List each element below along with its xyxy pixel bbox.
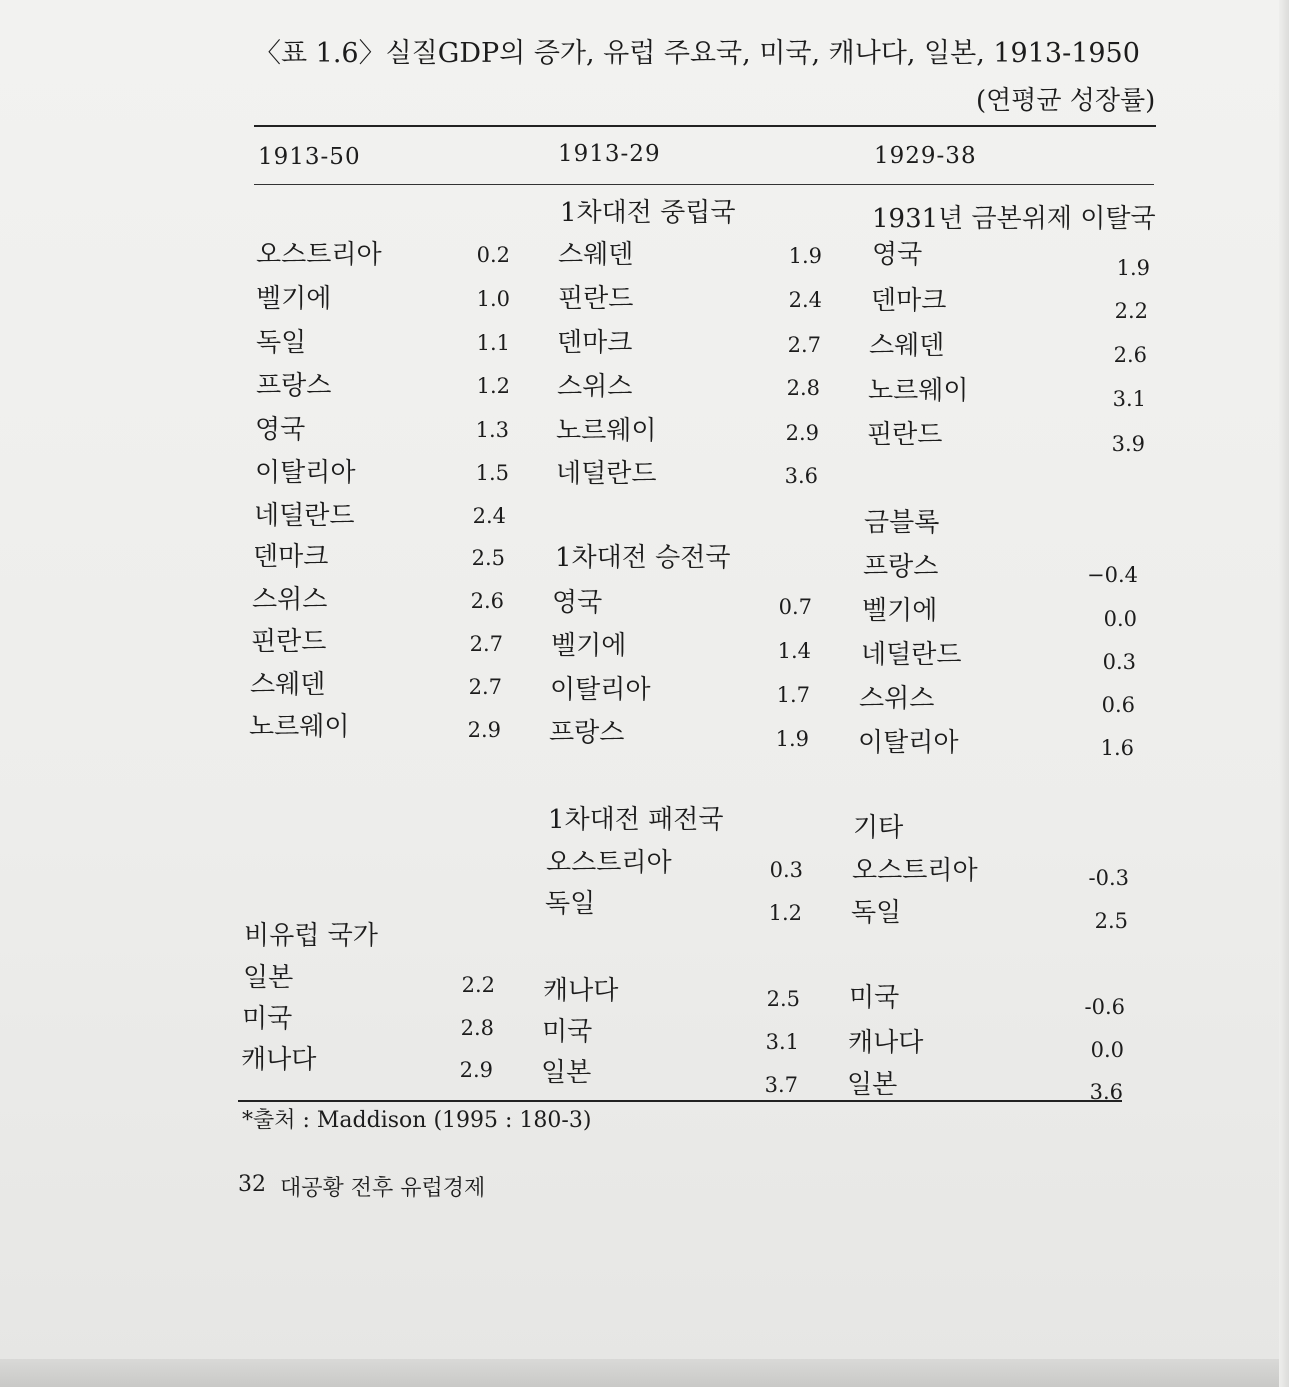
col2-name: 미국 bbox=[542, 1017, 593, 1047]
col2-name: 이탈리아 bbox=[550, 675, 651, 705]
col3-name: 일본 bbox=[847, 1070, 898, 1100]
col1-value: 2.5 bbox=[471, 546, 505, 570]
col3-name: 노르웨이 bbox=[868, 376, 969, 406]
table-title: 〈표 1.6〉실질GDP의 증가, 유럽 주요국, 미국, 캐나다, 일본, 1913-1950 bbox=[254, 38, 1140, 69]
col3-name: 프랑스 bbox=[863, 552, 939, 582]
col2-group-title: 1차대전 패전국 bbox=[548, 805, 724, 835]
col1-name: 핀란드 bbox=[251, 627, 327, 657]
col2-name: 영국 bbox=[552, 588, 603, 618]
col1-value: 2.4 bbox=[472, 504, 506, 528]
page-number: 32 bbox=[238, 1172, 266, 1197]
col3-value: 1.9 bbox=[1116, 256, 1150, 280]
col2-group-title: 1차대전 중립국 bbox=[560, 198, 736, 228]
col2-name: 네덜란드 bbox=[556, 459, 657, 489]
col2-name: 덴마크 bbox=[557, 328, 633, 358]
col3-name: 덴마크 bbox=[871, 286, 947, 316]
col2-value: 3.1 bbox=[765, 1030, 799, 1054]
col2-value: 1.7 bbox=[776, 683, 810, 707]
col3-group-title: 1931년 금본위제 이탈국 bbox=[872, 204, 1156, 234]
col2-name: 일본 bbox=[541, 1058, 592, 1088]
col3-name: 영국 bbox=[872, 240, 923, 270]
col1-value: 2.2 bbox=[461, 973, 495, 997]
col2-value: 0.7 bbox=[778, 595, 812, 619]
col2-value: 1.9 bbox=[775, 727, 809, 751]
col3-value: −0.4 bbox=[1087, 563, 1138, 587]
col1-value: 1.0 bbox=[476, 287, 510, 311]
col2-name: 독일 bbox=[545, 889, 596, 919]
col1-name: 벨기에 bbox=[256, 284, 332, 314]
col1-name: 이탈리아 bbox=[255, 458, 356, 488]
bottom-rule bbox=[238, 1100, 1122, 1102]
col1-name: 오스트리아 bbox=[256, 240, 382, 270]
page-side-edge bbox=[1279, 0, 1289, 1387]
col2-name: 오스트리아 bbox=[546, 848, 672, 878]
col2-value: 1.4 bbox=[777, 639, 811, 663]
col3-value: 0.0 bbox=[1103, 607, 1137, 631]
col1-name: 캐나다 bbox=[241, 1045, 317, 1075]
col1-name: 미국 bbox=[242, 1004, 293, 1034]
col1-value: 2.7 bbox=[469, 632, 503, 656]
col1-value: 2.6 bbox=[470, 589, 504, 613]
col1-value: 2.9 bbox=[467, 718, 501, 742]
col1-value: 1.1 bbox=[476, 331, 510, 355]
col2-name: 스위스 bbox=[557, 372, 633, 402]
col3-value: 3.1 bbox=[1112, 387, 1146, 411]
col2-value: 2.9 bbox=[785, 421, 819, 445]
col1-name: 스웨덴 bbox=[250, 670, 326, 700]
col2-name: 프랑스 bbox=[549, 718, 625, 748]
col1-name: 덴마크 bbox=[253, 542, 329, 572]
col2-name: 스웨덴 bbox=[558, 240, 634, 270]
col3-name: 독일 bbox=[851, 898, 902, 928]
col2-name: 캐나다 bbox=[543, 976, 619, 1006]
col3-value: 0.6 bbox=[1101, 693, 1135, 717]
col2-value: 2.4 bbox=[788, 288, 822, 312]
col1-value: 1.5 bbox=[475, 461, 509, 485]
col3-name: 스웨덴 bbox=[869, 331, 945, 361]
col3-value: 3.6 bbox=[1089, 1080, 1123, 1104]
col2-name: 벨기에 bbox=[551, 631, 627, 661]
col3-name: 스위스 bbox=[859, 684, 935, 714]
running-title: 대공황 전후 유럽경제 bbox=[280, 1176, 486, 1201]
col1-value: 2.8 bbox=[460, 1016, 494, 1040]
col3-value: 0.3 bbox=[1102, 650, 1136, 674]
col3-value: 1.6 bbox=[1100, 736, 1134, 760]
unit-note: (연평균 성장률) bbox=[976, 86, 1156, 116]
col3-name: 오스트리아 bbox=[852, 856, 978, 886]
col1-name: 스위스 bbox=[252, 585, 328, 615]
col3-value: 2.6 bbox=[1113, 343, 1147, 367]
col2-name: 노르웨이 bbox=[556, 416, 657, 446]
header-1913-29: 1913-29 bbox=[558, 141, 661, 167]
header-1929-38: 1929-38 bbox=[874, 143, 977, 169]
col2-value: 0.3 bbox=[769, 858, 803, 882]
col1-value: 2.7 bbox=[468, 675, 502, 699]
col3-value: 2.5 bbox=[1094, 909, 1128, 933]
col3-name: 핀란드 bbox=[867, 420, 943, 450]
col3-name: 캐나다 bbox=[848, 1028, 924, 1058]
col1-name: 독일 bbox=[256, 328, 307, 358]
col3-value: 0.0 bbox=[1090, 1038, 1124, 1062]
col3-value: -0.3 bbox=[1088, 866, 1129, 890]
col1-name: 영국 bbox=[255, 415, 306, 445]
col1-noneuro-title: 비유럽 국가 bbox=[244, 921, 378, 951]
col3-value: -0.6 bbox=[1084, 995, 1125, 1019]
col1-name: 프랑스 bbox=[256, 371, 332, 401]
col1-value: 0.2 bbox=[476, 243, 510, 267]
col1-value: 2.9 bbox=[459, 1058, 493, 1082]
source-note: *출처 : Maddison (1995 : 180-3) bbox=[242, 1108, 592, 1133]
top-rule bbox=[254, 125, 1156, 127]
header-1913-50: 1913-50 bbox=[258, 144, 361, 170]
col1-value: 1.3 bbox=[475, 418, 509, 442]
col2-value: 2.7 bbox=[787, 333, 821, 357]
col2-value: 2.8 bbox=[786, 376, 820, 400]
col2-value: 1.2 bbox=[768, 901, 802, 925]
col2-name: 핀란드 bbox=[558, 284, 634, 314]
col1-value: 1.2 bbox=[476, 374, 510, 398]
col3-name: 미국 bbox=[849, 983, 900, 1013]
col1-name: 노르웨이 bbox=[249, 712, 350, 742]
col1-name: 네덜란드 bbox=[254, 501, 355, 531]
col3-value: 3.9 bbox=[1111, 432, 1145, 456]
col2-value: 3.7 bbox=[764, 1073, 798, 1097]
col3-name: 네덜란드 bbox=[861, 640, 962, 670]
page-edge bbox=[0, 1359, 1289, 1387]
col2-value: 2.5 bbox=[766, 987, 800, 1011]
col3-group-title: 기타 bbox=[853, 813, 904, 843]
col3-name: 이탈리아 bbox=[858, 728, 959, 758]
col2-value: 3.6 bbox=[784, 464, 818, 488]
col1-name: 일본 bbox=[243, 963, 294, 993]
col3-value: 2.2 bbox=[1114, 299, 1148, 323]
header-rule bbox=[254, 184, 1154, 185]
col3-group-title: 금블록 bbox=[864, 508, 940, 538]
col2-value: 1.9 bbox=[788, 244, 822, 268]
col3-name: 벨기에 bbox=[862, 596, 938, 626]
col2-group-title: 1차대전 승전국 bbox=[555, 543, 731, 573]
